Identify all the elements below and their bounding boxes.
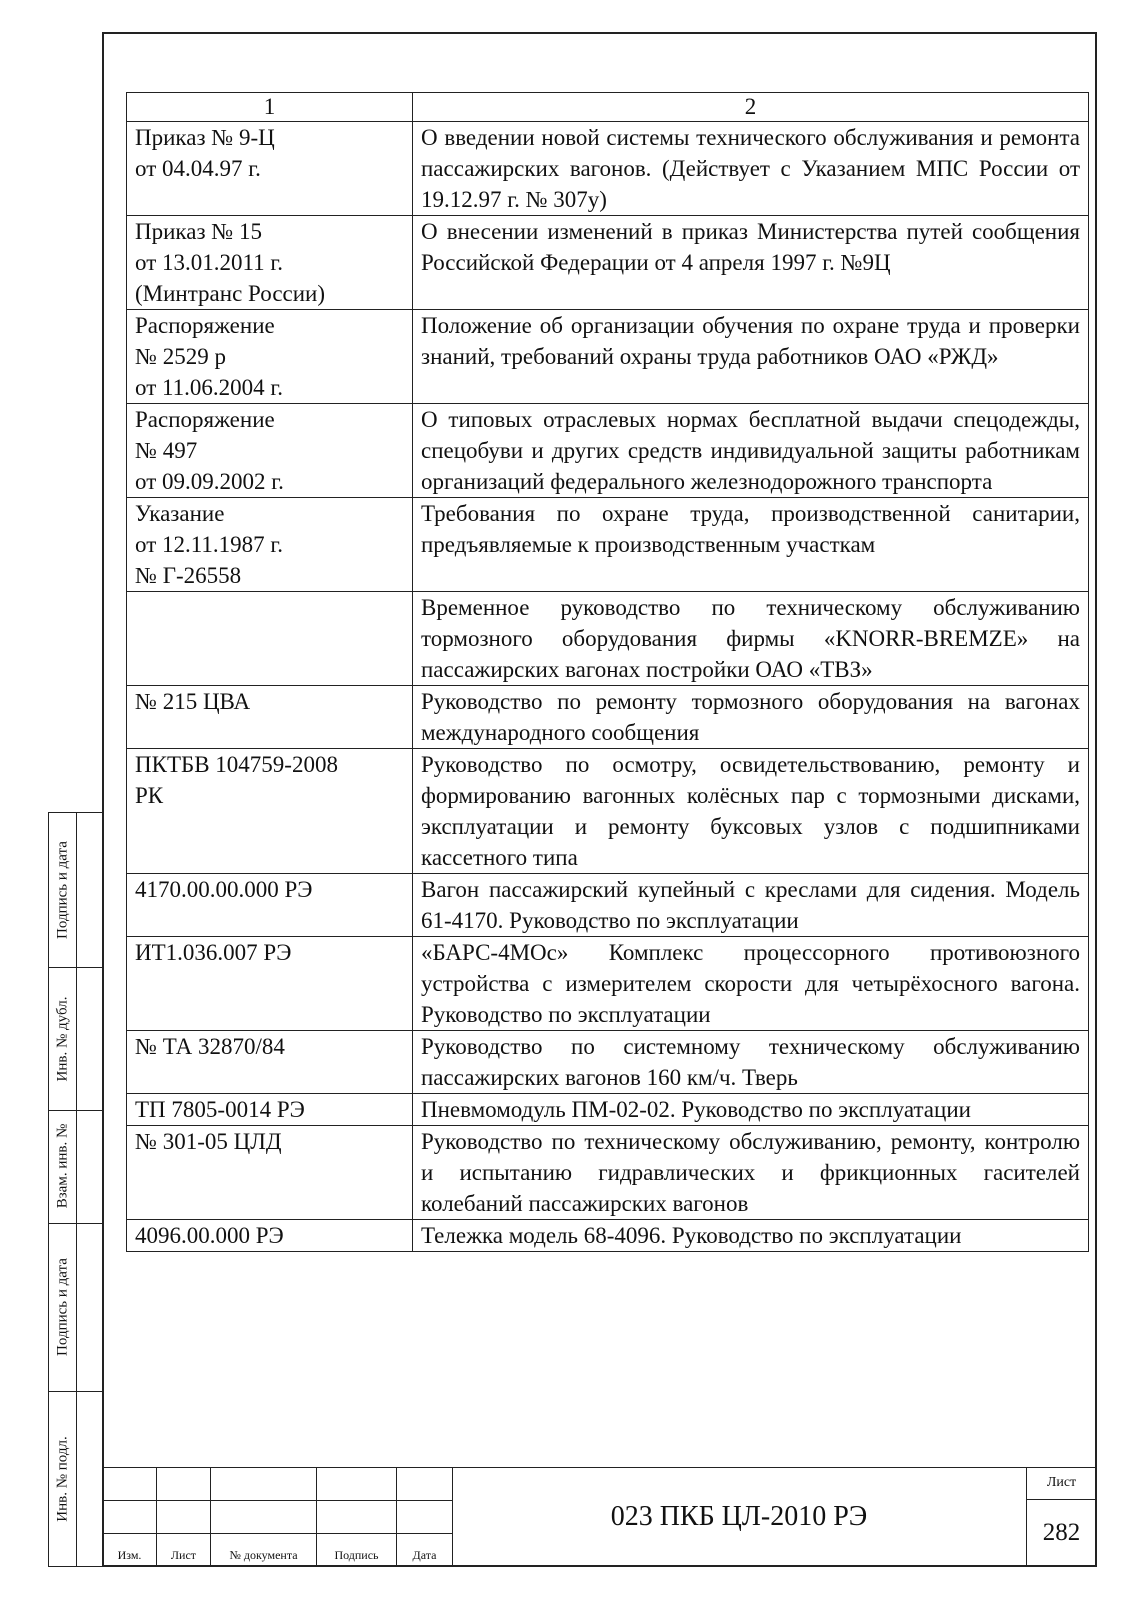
sheet-number: 282 xyxy=(1042,1519,1081,1546)
doc-reference-line: Распоряжение xyxy=(135,407,275,432)
doc-reference-line: № 215 ЦВА xyxy=(135,689,251,714)
doc-title-cell: Положение об организации обучения по охране труда и проверки знаний, требований охраны труда работников ОАО «РЖД» xyxy=(413,310,1089,404)
doc-title-cell: Пневмомодуль ПМ-02-02. Руководство по эксплуатации xyxy=(413,1094,1089,1126)
title-block-cell xyxy=(102,1500,157,1534)
side-label-signature-date: Подпись и дата xyxy=(54,841,71,939)
doc-title-cell: Вагон пассажирский купейный с креслами для сидения. Модель 61-4170. Руководство по эксплуатации xyxy=(413,874,1089,937)
title-block-cell xyxy=(316,1467,397,1501)
doc-reference-cell xyxy=(127,749,413,874)
doc-reference-line: от 09.09.2002 г. xyxy=(135,469,284,494)
table-row xyxy=(127,874,1089,937)
table-row xyxy=(127,592,1089,686)
sheet-label: Лист xyxy=(1046,1475,1077,1490)
doc-reference-line: РК xyxy=(135,783,164,808)
table-row xyxy=(127,686,1089,749)
strip-divider xyxy=(49,1223,103,1224)
doc-reference-line: ПКТБВ 104759-2008 xyxy=(135,752,338,777)
doc-reference-line: от 12.11.1987 г. xyxy=(135,532,283,557)
doc-reference-cell xyxy=(127,310,413,404)
doc-title-cell: О введении новой системы технического обслуживания и ремонта пассажирских вагонов. (Действует с Указанием МПС России от 19.12.97 г. № 307у) xyxy=(413,122,1089,216)
doc-title-cell: «БАРС-4МОс» Комплекс процессорного противоюзного устройства с измерителем скорости для четырёхосного вагона. Руководство по эксплуатации xyxy=(413,937,1089,1031)
doc-reference-line: № Г-26558 xyxy=(135,563,242,588)
side-stamp-strip xyxy=(48,812,104,1567)
table-row xyxy=(127,498,1089,592)
column-2-header: 2 xyxy=(413,93,1089,122)
doc-reference-line: Приказ № 9-Ц xyxy=(135,125,275,150)
doc-title-cell: Требования по охране труда, производственной санитарии, предъявляемые к производственным участкам xyxy=(413,498,1089,592)
doc-title-cell: Руководство по системному техническому обслуживанию пассажирских вагонов 160 км/ч. Тверь xyxy=(413,1031,1089,1094)
strip-divider xyxy=(49,1110,103,1111)
table-row xyxy=(127,937,1089,1031)
doc-reference-cell xyxy=(127,216,413,310)
title-block-cell xyxy=(396,1500,453,1534)
doc-title-cell: Тележка модель 68-4096. Руководство по эксплуатации xyxy=(413,1220,1089,1252)
doc-title-cell: О внесении изменений в приказ Министерства путей сообщения Российской Федерации от 4 апреля 1997 г. №9Ц xyxy=(413,216,1089,310)
doc-title-cell: Руководство по ремонту тормозного оборудования на вагонах международного сообщения xyxy=(413,686,1089,749)
column-label-sheet: Лист xyxy=(170,1548,197,1562)
doc-reference-cell xyxy=(127,1031,413,1094)
doc-reference-line: ИТ1.036.007 РЭ xyxy=(135,940,292,965)
doc-reference-cell xyxy=(127,122,413,216)
doc-reference-line: № ТА 32870/84 xyxy=(135,1034,285,1059)
side-label-signature-date: Подпись и дата xyxy=(54,1258,71,1356)
strip-divider xyxy=(76,813,77,1566)
title-block-cell xyxy=(102,1467,157,1501)
doc-reference-line: 4096.00.000 РЭ xyxy=(135,1223,284,1248)
doc-reference-cell xyxy=(127,498,413,592)
table-row xyxy=(127,1220,1089,1252)
table-row xyxy=(127,1126,1089,1220)
side-label-dup-inv-no: Инв. № дубл. xyxy=(54,996,71,1082)
table-row xyxy=(127,1031,1089,1094)
doc-title-cell: Руководство по техническому обслуживанию, ремонту, контролю и испытанию гидравлических и фрикционных гасителей колебаний пассажирских вагонов xyxy=(413,1126,1089,1220)
table-row xyxy=(127,122,1089,216)
strip-divider xyxy=(49,967,103,968)
doc-title-cell: Временное руководство по техническому обслуживанию тормозного оборудования фирмы «KNORR-BREMZE» на пассажирских вагонах постройки ОАО «ТВЗ» xyxy=(413,592,1089,686)
column-label-signature: Подпись xyxy=(334,1548,379,1562)
doc-title-cell: Руководство по осмотру, освидетельствованию, ремонту и формированию вагонных колёсных пар с тормозными дисками, эксплуатации и ремонту буксовых узлов с подшипниками кассетного типа xyxy=(413,749,1089,874)
doc-reference-cell xyxy=(127,404,413,498)
doc-reference-line: № 2529 р xyxy=(135,344,226,369)
side-label-orig-inv-no: Инв. № подл. xyxy=(54,1436,71,1522)
column-1-header: 1 xyxy=(127,93,413,122)
doc-reference-cell xyxy=(127,592,413,686)
doc-title-cell: О типовых отраслевых нормах бесплатной выдачи спецодежды, спецобуви и других средств индивидуальной защиты работникам организаций федерального железнодорожного транспорта xyxy=(413,404,1089,498)
doc-reference-line: Распоряжение xyxy=(135,313,275,338)
table-row xyxy=(127,404,1089,498)
doc-reference-line: № 497 xyxy=(135,438,198,463)
table-row xyxy=(127,749,1089,874)
doc-reference-cell xyxy=(127,874,413,937)
table-row xyxy=(127,1094,1089,1126)
doc-reference-line: Указание xyxy=(135,501,225,526)
doc-reference-cell xyxy=(127,686,413,749)
doc-reference-line: (Минтранс России) xyxy=(135,281,326,306)
title-block-cell xyxy=(396,1467,453,1501)
doc-reference-line: от 13.01.2011 г. xyxy=(135,250,283,275)
document-designation: 023 ПКБ ЦЛ-2010 РЭ xyxy=(610,1501,868,1532)
table-row xyxy=(127,216,1089,310)
title-block-cell xyxy=(210,1467,317,1501)
table-header-row xyxy=(127,93,1089,122)
doc-reference-line: Приказ № 15 xyxy=(135,219,262,244)
title-block-cell xyxy=(210,1500,317,1534)
doc-reference-line: от 11.06.2004 г. xyxy=(135,375,283,400)
title-block xyxy=(102,1467,1097,1567)
column-label-date: Дата xyxy=(412,1548,437,1562)
side-label-replaced-inv-no: Взам. инв. № xyxy=(54,1123,71,1209)
doc-reference-line: ТП 7805-0014 РЭ xyxy=(135,1097,305,1122)
doc-reference-cell xyxy=(127,1094,413,1126)
title-block-cell xyxy=(156,1467,211,1501)
title-block-cell xyxy=(316,1500,397,1534)
doc-reference-cell xyxy=(127,937,413,1031)
doc-reference-line: от 04.04.97 г. xyxy=(135,156,261,181)
references-table xyxy=(126,92,1089,1252)
doc-reference-line: № 301-05 ЦЛД xyxy=(135,1129,282,1154)
doc-reference-cell xyxy=(127,1220,413,1252)
column-label-document-no: № документа xyxy=(229,1548,298,1562)
column-label-change: Изм. xyxy=(117,1548,142,1562)
doc-reference-cell xyxy=(127,1126,413,1220)
table-row xyxy=(127,310,1089,404)
title-block-cell xyxy=(156,1500,211,1534)
doc-reference-line: 4170.00.00.000 РЭ xyxy=(135,877,313,902)
strip-divider xyxy=(49,1391,103,1392)
